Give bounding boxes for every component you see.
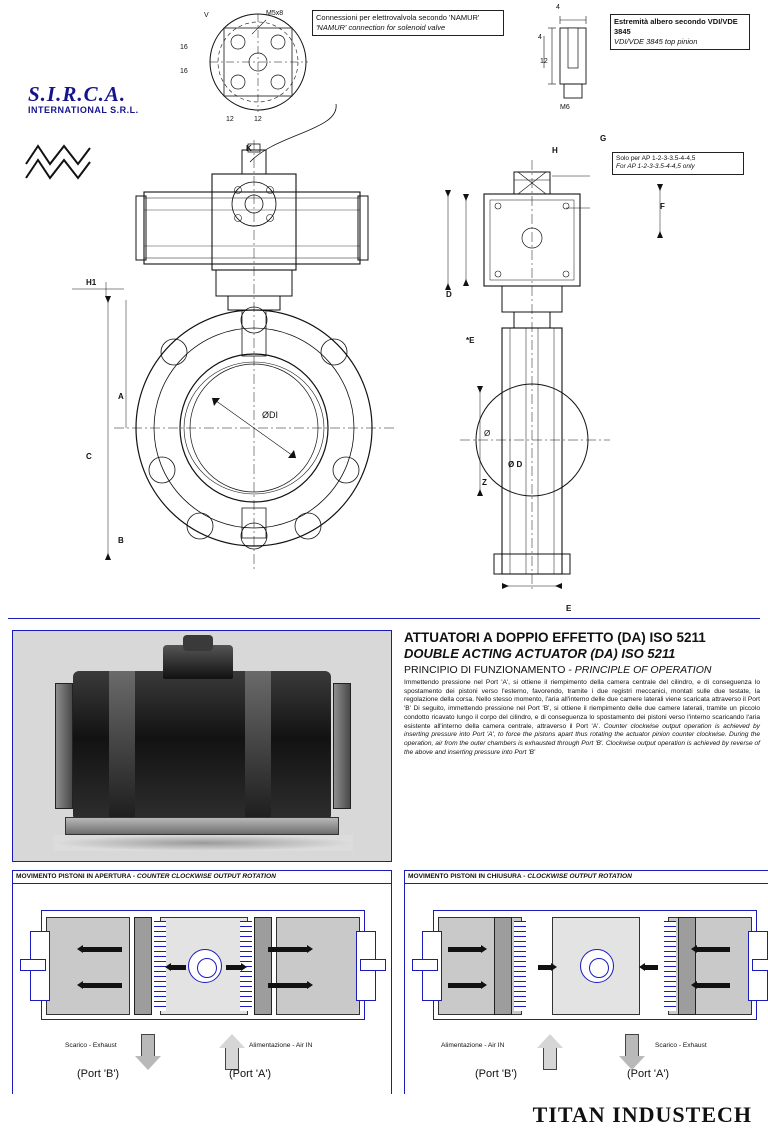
label-left-port-b: (Port 'B') [77, 1068, 120, 1080]
dim-label-h1: H1 [86, 278, 97, 287]
panel-right-diagram [405, 884, 768, 1094]
dim-16-b: 16 [180, 68, 188, 75]
dim-arrow-h1 [70, 280, 126, 298]
label-left-port-a: (Port 'A') [229, 1068, 272, 1080]
note-namur-it: Connessioni per elettrovalvola secondo 'NAMUR' [316, 13, 480, 22]
dim-12-shaft: 12 [540, 58, 548, 65]
subtitle-sep: - [565, 664, 575, 676]
dim-12-a: 12 [226, 116, 234, 123]
dim-4-top: 4 [556, 4, 560, 11]
logo-zigzag-icon [24, 140, 94, 182]
arrow-airin-up-right [537, 1034, 563, 1070]
panel-right-header-sep: - [521, 873, 528, 880]
subtitle [404, 664, 760, 676]
label-disc-diameter: Ø [484, 429, 491, 438]
label-right-airin: Alimentazione - Air IN [441, 1042, 505, 1049]
dim-label-e-star: *E [466, 336, 475, 345]
operation-body-it: Immettendo pressione nel Port 'A', si ottiene il riempimento della camera centrale del cilindro, e di conseguenza lo spostamento dei pistoni verso l'esterno, favorendo, tramite i due registri meccanici, montati sulle due testate, la regolazione della corsa. Nello stesso momento, l'aria all'interno delle due camere laterali viene scaricata attraverso il Port 'B' Di seguito, immettendo pressione nel Port 'B', si ottiene il riempimento delle due camere laterali, tramite un piccolo condotto ricavato lungo il corpo del cilindro, e di conseguenza lo spostamento dei pistoni verso l'interno scaricando l'aria esistente all'interno della camera centrale, attraverso il Port 'A'. [404, 679, 760, 730]
label-right-exhaust: Scarico - Exhaust [655, 1042, 707, 1049]
panel-right-header-it: MOVIMENTO PISTONI IN CHIUSURA [408, 873, 522, 880]
panel-right-header-en: CLOCKWISE OUTPUT ROTATION [527, 873, 632, 880]
panel-left-diagram [13, 884, 391, 1094]
title-en: DOUBLE ACTING ACTUATOR (DA) ISO 5211 [404, 646, 676, 661]
dim-label-g: G [600, 134, 607, 143]
dim-label-d: D [446, 290, 452, 299]
panel-left-header-sep: - [131, 873, 137, 880]
assembly-front-view [96, 140, 426, 610]
label-right-port-b: (Port 'B') [475, 1068, 518, 1080]
arrow-airin-up-left [219, 1034, 245, 1070]
dim-label-f: F [660, 202, 665, 211]
dim-label-c: C [86, 452, 92, 461]
label-left-exhaust: Scarico - Exhaust [65, 1042, 117, 1049]
title-it: ATTUATORI A DOPPIO EFFETTO (DA) ISO 5211 [404, 630, 706, 645]
sirca-logo [28, 82, 139, 115]
assembly-side-view [440, 150, 660, 620]
callout-m6: M6 [560, 104, 570, 111]
top-pinion-detail [534, 6, 614, 126]
dim-label-h: H [552, 146, 558, 155]
note-namur-en: 'NAMUR' connection for solenoid valve [316, 23, 446, 33]
dim-label-b: B [118, 536, 124, 545]
callout-k: K [246, 144, 252, 153]
panel-left-header [13, 871, 391, 884]
callout-m5x8: M5x8 [266, 10, 284, 17]
note-namur [312, 10, 504, 36]
label-inner-diameter: ØDI [262, 410, 279, 420]
footer-brand: TITAN INDUSTECH [532, 1102, 752, 1127]
dim-label-z: Z [482, 478, 487, 487]
arrow-exhaust-down-left [135, 1034, 161, 1070]
panel-opening-rotation [12, 870, 392, 1094]
panel-right-header [405, 871, 768, 884]
subtitle-en: PRINCIPLE OF OPERATION [574, 664, 712, 676]
dim-arrow-f [648, 178, 672, 244]
operation-section [0, 622, 768, 1114]
actuator-photo [12, 630, 392, 862]
callout-v: V [204, 12, 209, 19]
note-ap-it: Solo per AP 1-2-3-3.5-4-4,5 [616, 155, 696, 162]
label-left-airin: Alimentazione - Air IN [249, 1042, 313, 1049]
operation-text [404, 630, 760, 862]
note-shaft-en: VDI/VDE 3845 top pinion [614, 37, 698, 47]
dim-label-a: A [118, 392, 124, 401]
dim-16-a: 16 [180, 44, 188, 51]
note-shaft-end [610, 14, 750, 50]
logo-subtext: INTERNATIONAL S.R.L. [28, 105, 139, 115]
logo-wordmark: S.I.R.C.A. [28, 82, 127, 106]
operation-body [404, 679, 760, 757]
divider-top [8, 618, 760, 619]
panel-left-header-it: MOVIMENTO PISTONI IN APERTURA [16, 873, 132, 880]
dim-label-e: E [566, 604, 572, 613]
note-shaft-it: Estremità albero secondo VDI/VDE 3845 [614, 17, 738, 37]
footer [0, 1100, 768, 1136]
dim-12-b: 12 [254, 116, 262, 123]
panel-left-header-en: COUNTER CLOCKWISE OUTPUT ROTATION [136, 873, 276, 880]
arrow-exhaust-down-right [619, 1034, 645, 1070]
dim-4-side: 4 [538, 34, 542, 41]
note-ap-en: For AP 1-2-3-3.5-4-4,5 only [616, 163, 695, 171]
subtitle-it: PRINCIPIO DI FUNZIONAMENTO [404, 664, 566, 676]
label-disc-dia-d: Ø D [508, 460, 523, 469]
operation-body-en: Counter clockwise output operation is achieved by inserting pressure into Port 'A', to force the pistons apart thus rotating the actuator pinion counter clockwise. During the operation, air from the outer chambers is exhausted through Port 'B'. Clockwise output operation is achieved by reverse of the above and inserting pressure into Port 'B' [404, 722, 760, 756]
panel-closing-rotation [404, 870, 768, 1094]
label-right-port-a: (Port 'A') [627, 1068, 670, 1080]
